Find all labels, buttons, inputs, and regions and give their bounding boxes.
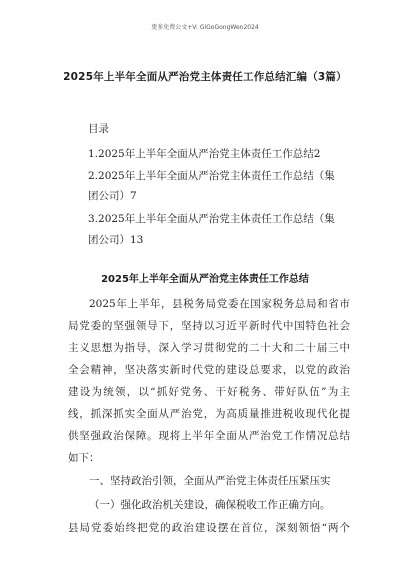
paragraph-line: 供坚强政治保障。现将上半年全面从严治党工作情况总结 <box>68 430 350 442</box>
paragraph-line: 2025年上半年，县税务局党委在国家税务总局和省市 <box>89 298 350 310</box>
section-heading-1: 一、坚持政治引领，全面从严治党主体责任压紧压实 <box>89 475 331 487</box>
document-title: 2025年上半年全面从严治党主体责任工作总结汇编（3篇） <box>63 71 347 83</box>
paragraph-line: 县局党委始终把党的政治建设摆在首位，深刻领悟“两个 <box>68 522 350 534</box>
section-title: 2025年上半年全面从严治党主体责任工作总结 <box>101 274 309 285</box>
header-note: 更多免费公文+V: GiGoGongWen2024 <box>151 24 259 31</box>
paragraph-line: 局党委的坚强领导下，坚持以习近平新时代中国特色社会 <box>68 320 350 332</box>
subheading-1: （一）强化政治机关建设，确保税收工作正确方向。 <box>89 499 331 511</box>
toc-item-3-continuation[interactable]: 团公司）13 <box>88 234 144 246</box>
toc-item-1[interactable]: 1.2025年上半年全面从严治党主体责任工作总结2 <box>88 148 321 160</box>
toc-item-2-continuation[interactable]: 团公司）7 <box>88 190 137 202</box>
toc-label: 目录 <box>88 123 109 135</box>
paragraph-line: 主义思想为指导，深入学习贯彻党的二十大和二十届三中 <box>68 342 350 354</box>
toc-item-2[interactable]: 2.2025年上半年全面从严治党主体责任工作总结（集 <box>88 170 335 182</box>
paragraph-line: 如下： <box>68 452 100 464</box>
paragraph-line: 全会精神，坚决落实新时代党的建设总要求，以党的政治 <box>68 364 350 376</box>
toc-item-3[interactable]: 3.2025年上半年全面从严治党主体责任工作总结（集 <box>88 213 335 225</box>
paragraph-line: 建设为统领，以“抓好党务、干好税务、带好队伍”为主 <box>68 386 350 398</box>
paragraph-line: 线，抓深抓实全面从严治党，为高质量推进税收现代化提 <box>68 408 350 420</box>
